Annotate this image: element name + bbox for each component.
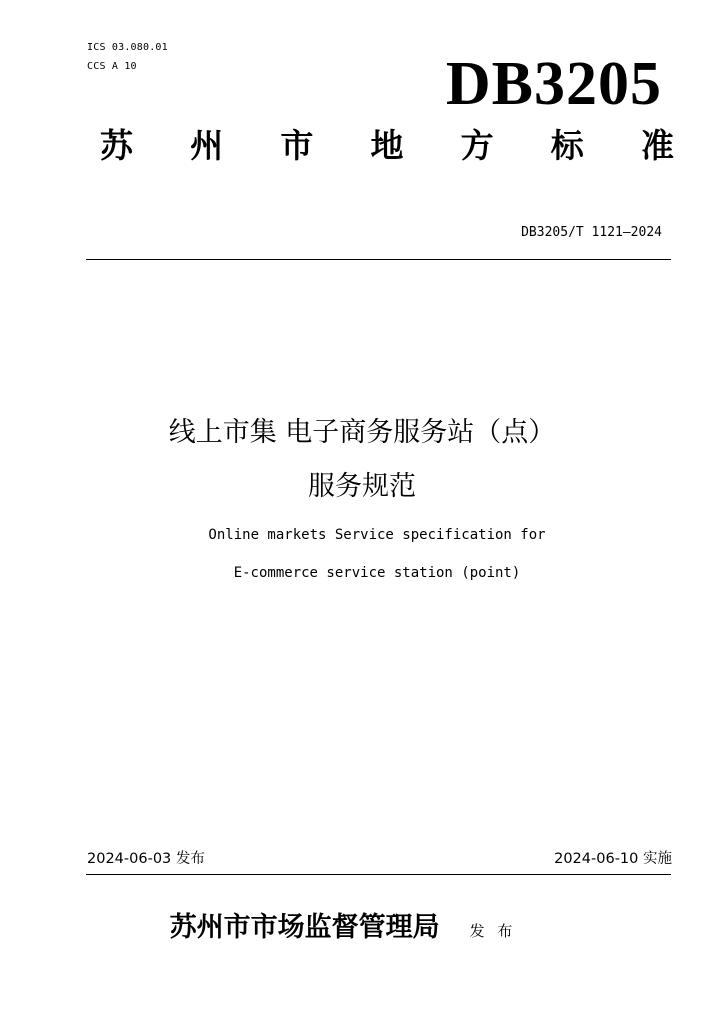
standard-type-char: 地 [370,126,404,165]
top-divider [86,259,671,260]
implementation-date: 2024-06-10 实施 [554,851,672,867]
title-english-line1: Online markets Service specification for [208,527,546,543]
standard-type-char: 市 [280,126,314,165]
title-english-line2: E-commerce service station (point) [233,565,521,581]
standard-code: DB3205 [445,50,662,118]
standard-type-char: 准 [640,126,674,165]
standard-type-char: 州 [190,126,224,165]
ics-code: ICS 03.080.01 [87,42,168,53]
publisher-name: 苏州市市场监督管理局 [169,912,440,943]
publisher-suffix: 发 布 [469,922,517,940]
bottom-divider [86,874,671,875]
release-date: 2024-06-03 发布 [87,851,205,867]
standard-type-char: 苏 [100,126,133,165]
title-chinese-line2: 服务规范 [308,471,416,502]
standard-number: DB3205/T 1121—2024 [521,225,662,240]
standard-type-char: 方 [460,126,494,165]
standard-type-char: 标 [550,126,584,165]
standard-type [100,124,674,168]
ccs-code: CCS A 10 [87,61,137,72]
title-chinese-line1: 线上市集 电子商务服务站（点） [168,417,556,448]
classification-codes [87,38,168,76]
publisher [0,906,724,953]
